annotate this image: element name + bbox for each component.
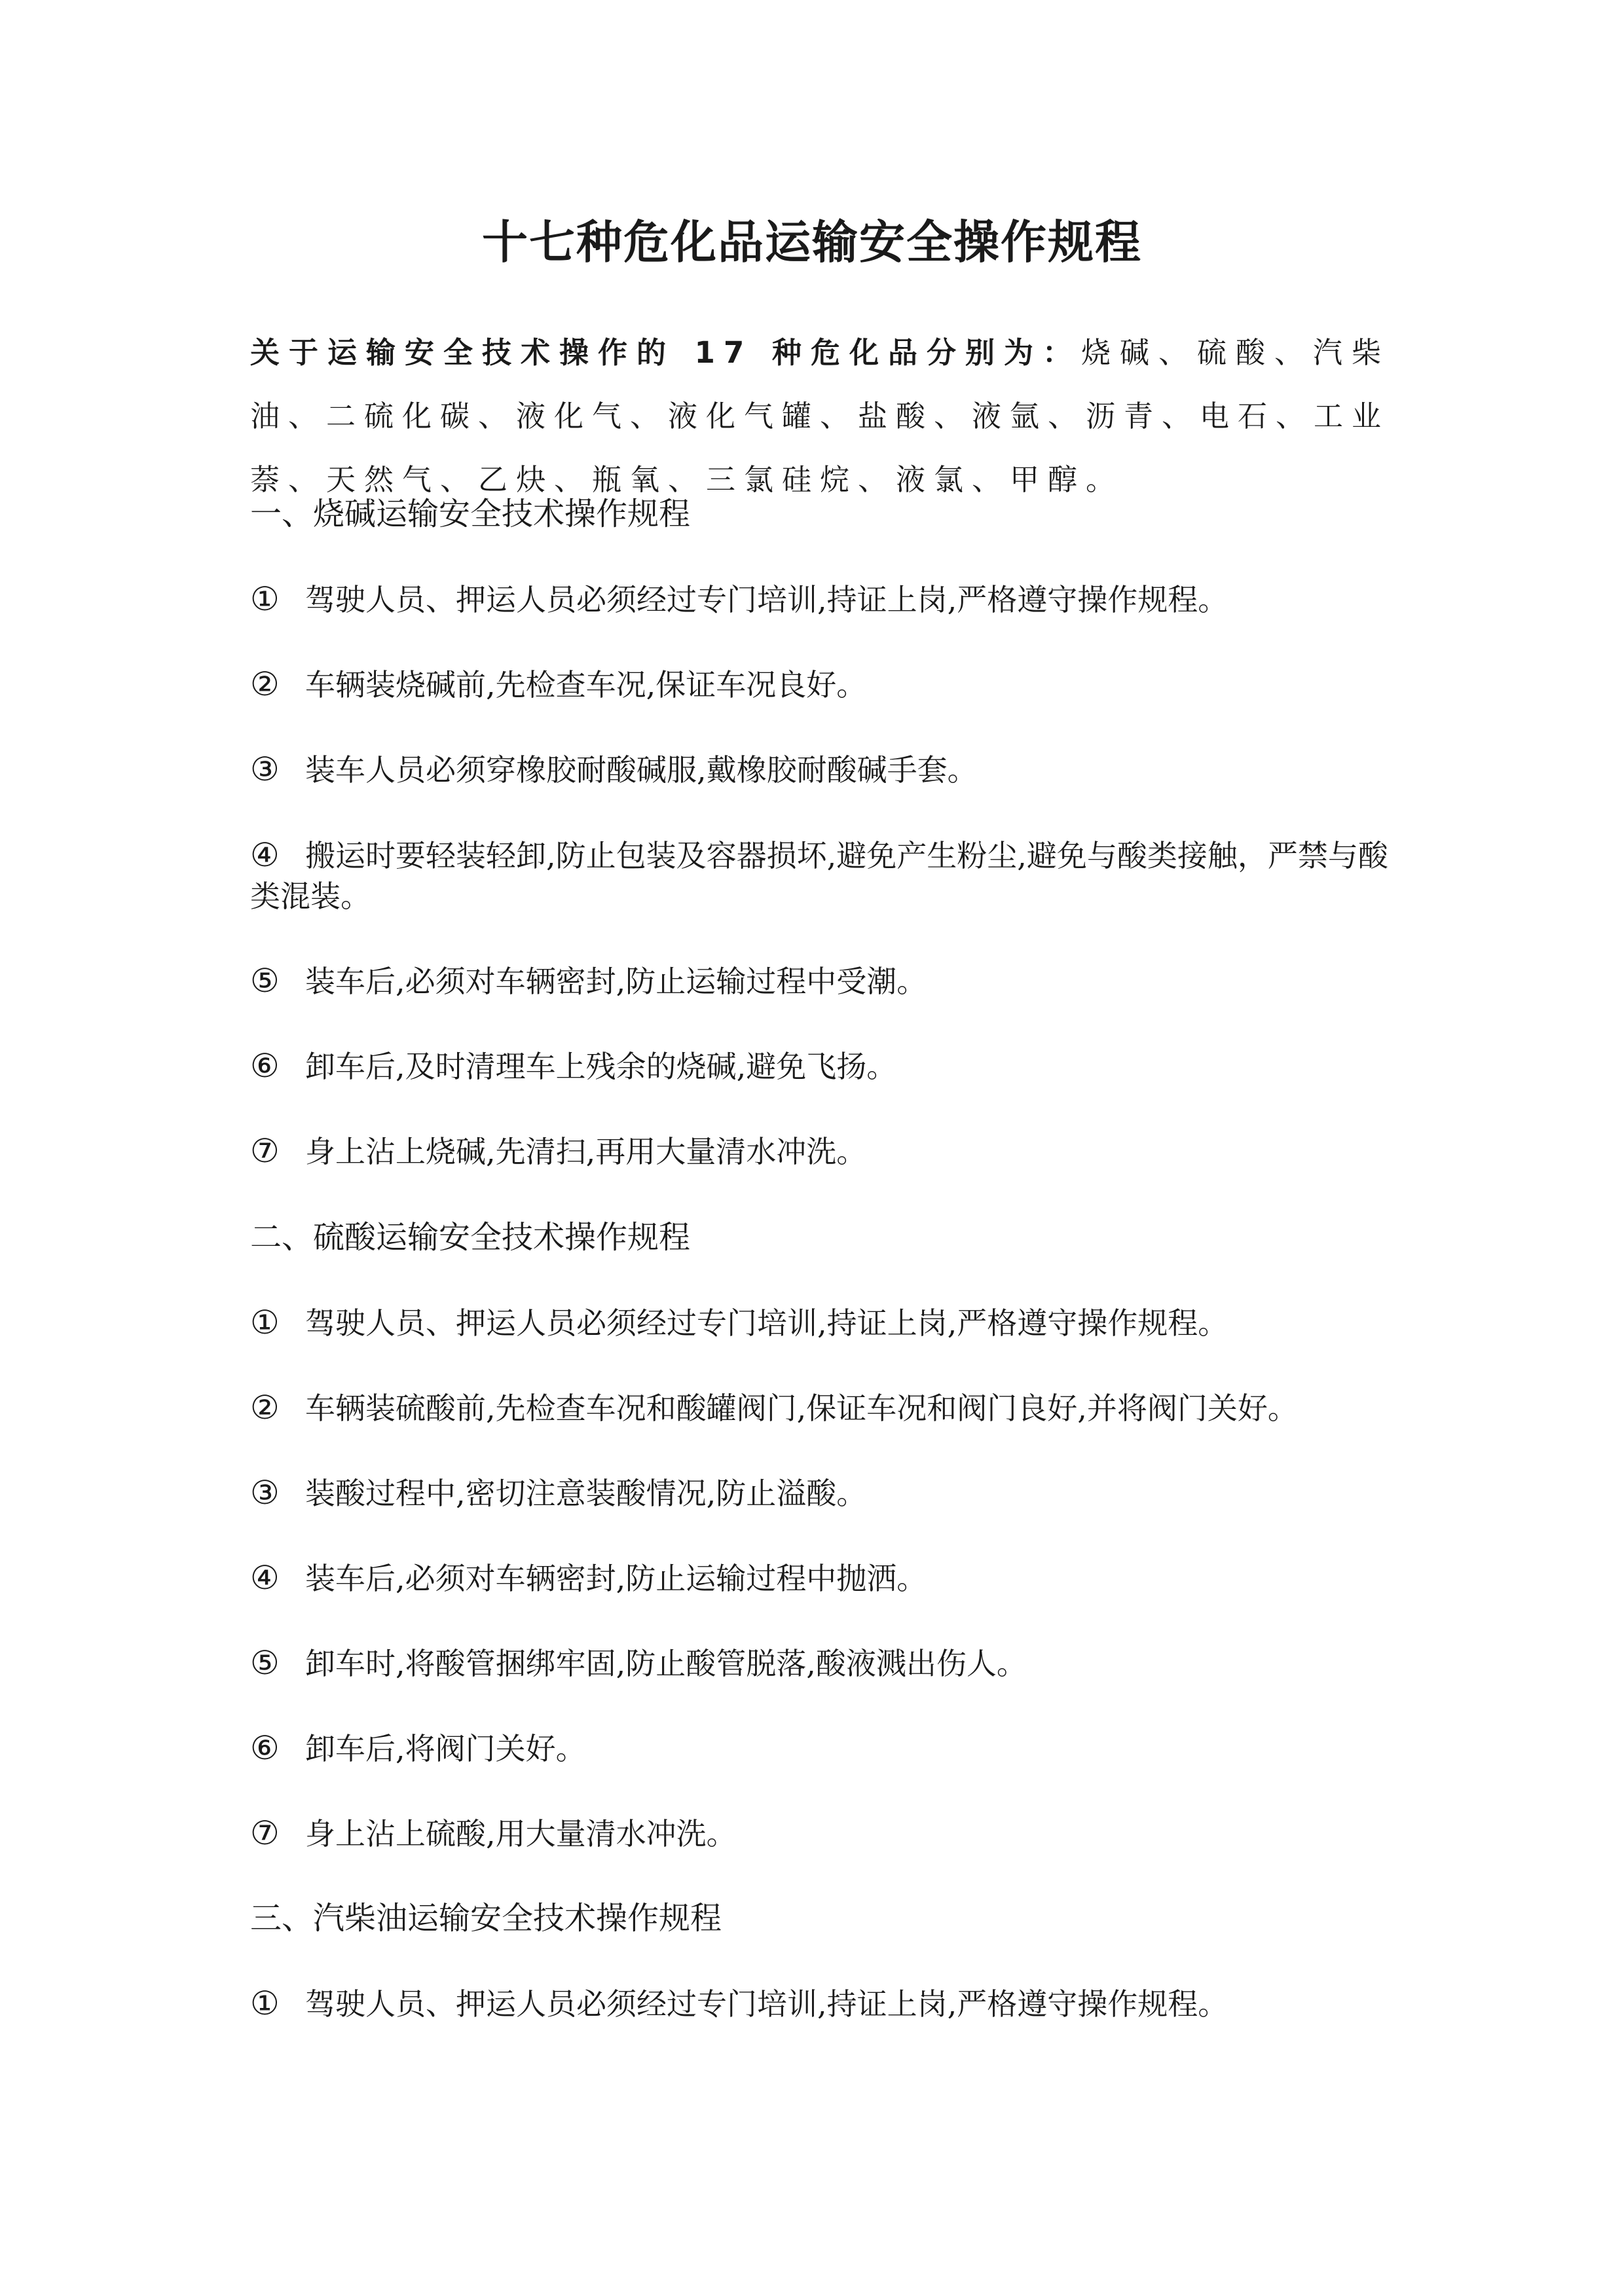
item-number: ②: [250, 665, 280, 703]
item-text: 搬运时要轻装轻卸,防止包装及容器损坏,避免产生粉尘,避免与酸类接触，严禁与酸类混装。: [250, 838, 1388, 914]
item-text: 车辆装硫酸前,先检查车况和酸罐阀门,保证车况和阀门良好,并将阀门关好。: [305, 1391, 1298, 1426]
list-item: [250, 579, 1390, 619]
item-text: 驾驶人员、押运人员必须经过专门培训,持证上岗,严格遵守操作规程。: [305, 582, 1228, 617]
list-item: [250, 1473, 1390, 1513]
intro-paragraph: [250, 321, 1390, 511]
item-number: ⑤: [250, 962, 280, 1000]
item-text: 装酸过程中,密切注意装酸情况,防止溢酸。: [305, 1476, 867, 1511]
section-heading: 二、硫酸运输安全技术操作规程: [250, 1219, 691, 1256]
item-number: ⑥: [250, 1047, 280, 1085]
list-item: [250, 1131, 1390, 1171]
list-item: [250, 665, 1390, 704]
item-number: ①: [250, 580, 280, 618]
item-number: ⑦: [250, 1132, 280, 1170]
item-text: 卸车后,将阀门关好。: [305, 1731, 586, 1766]
intro-lead: 关于运输安全技术操作的 17 种危化品分别为：: [250, 335, 1081, 370]
item-text: 装车后,必须对车辆密封,防止运输过程中抛洒。: [305, 1561, 927, 1596]
intro-list: 烧碱、硫酸、汽柴油、二硫化碳、液化气、液化气罐、盐酸、液氩、沥青、电石、工业萘、天然气、乙炔、瓶氧、三氯硅烷、液氯、甲醇。: [250, 335, 1390, 497]
item-number: ⑥: [250, 1729, 280, 1767]
section-heading: 三、汽柴油运输安全技术操作规程: [250, 1900, 722, 1937]
item-number: ③: [250, 750, 280, 788]
list-item: [250, 1728, 1390, 1768]
item-text: 装车人员必须穿橡胶耐酸碱服,戴橡胶耐酸碱手套。: [305, 752, 978, 788]
list-item: [250, 750, 1390, 790]
list-item: [250, 1303, 1390, 1343]
list-item: [250, 835, 1390, 917]
item-text: 身上沾上烧碱,先清扫,再用大量清水冲洗。: [305, 1134, 867, 1169]
item-text: 驾驶人员、押运人员必须经过专门培训,持证上岗,严格遵守操作规程。: [305, 1305, 1228, 1341]
list-item: [250, 961, 1390, 1001]
item-text: 卸车后,及时清理车上残余的烧碱,避免飞扬。: [305, 1049, 897, 1084]
list-item: [250, 1813, 1390, 1853]
item-text: 卸车时,将酸管捆绑牢固,防止酸管脱落,酸液溅出伤人。: [305, 1646, 1027, 1681]
item-text: 车辆装烧碱前,先检查车况,保证车况良好。: [305, 667, 867, 702]
item-text: 装车后,必须对车辆密封,防止运输过程中受潮。: [305, 964, 927, 999]
document-title: 十七种危化品运输安全操作规程: [482, 215, 1142, 269]
list-item: [250, 1046, 1390, 1086]
item-text: 驾驶人员、押运人员必须经过专门培训,持证上岗,严格遵守操作规程。: [305, 1986, 1228, 2022]
section-heading: 一、烧碱运输安全技术操作规程: [250, 496, 691, 532]
list-item: [250, 1984, 1390, 2024]
list-item: [250, 1388, 1390, 1428]
item-number: ②: [250, 1389, 280, 1427]
item-number: ⑤: [250, 1644, 280, 1682]
list-item: [250, 1643, 1390, 1683]
item-number: ①: [250, 1984, 280, 2022]
item-number: ①: [250, 1303, 280, 1341]
item-number: ④: [250, 1559, 280, 1597]
item-number: ⑦: [250, 1814, 280, 1852]
list-item: [250, 1558, 1390, 1598]
item-text: 身上沾上硫酸,用大量清水冲洗。: [305, 1816, 737, 1851]
item-number: ④: [250, 836, 280, 874]
item-number: ③: [250, 1474, 280, 1512]
